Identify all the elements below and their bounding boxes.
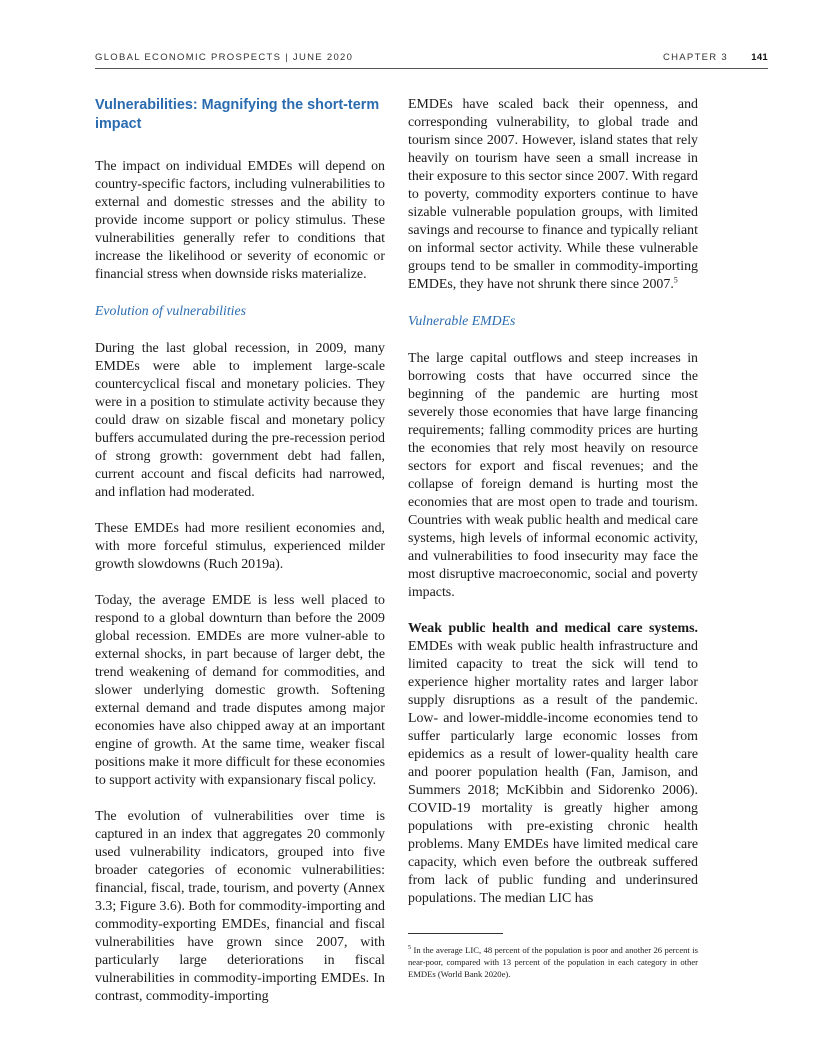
footnote-text: In the average LIC, 48 percent of the population is poor and another 26 percent is near-poor, compared with 13 percent of the population in each category in other EMDEs (World Bank 2020e). bbox=[408, 945, 698, 979]
paragraph-resilient: These EMDEs had more resilient economies and, with more forceful stimulus, experienced milder growth slowdowns (Ruch 2019a). bbox=[95, 521, 385, 572]
subheading-evolution: Evolution of vulnerabilities bbox=[95, 303, 246, 318]
publication-title: GLOBAL ECONOMIC PROSPECTS | JUNE 2020 bbox=[95, 52, 354, 63]
chapter-label: CHAPTER 3 bbox=[662, 52, 728, 63]
run-in-heading: Weak public health and medical care systems. bbox=[408, 621, 698, 636]
paragraph-capital-outflows: The large capital outflows and steep increases in borrowing costs that have occurred since the beginning of the pandemic are hurting most severely those economies that have large financing requirements; falling commodity prices are hurting the economies that rely most heavily on resource sectors for export and fiscal revenues; and the collapse of foreign demand is hurting most the economies that are most open to trade and tourism. Countries with weak public health and medical care systems, high levels of informal economic activity, and vulnerabilities to food insecurity may face the most disruptive macroeconomic, social and poverty impacts. bbox=[408, 351, 698, 600]
paragraph-health-text: EMDEs with weak public health infrastructure and limited capacity to treat the sick will tend to experience higher mortality rates and larger labor supply disruptions as a result of the pandemic. Low- and lower-middle-income economies tend to suffer particularly large economic losses from epidemics as a result of lower-quality health care and poorer population health (Fan, Jamison, and Summers 2018; McKibbin and Sidorenko 2006). COVID-19 mortality is greatly higher among populations with pre-existing chronic health problems. Many EMDEs have limited medical care capacity, which even before the outbreak suffered from lack of public funding and underinsured populations. The median LIC has bbox=[408, 639, 698, 906]
footnote-ref[interactable]: 5 bbox=[673, 275, 678, 285]
paragraph-openness-text: EMDEs have scaled back their openness, and corresponding vulnerability, to global trade and tourism since 2007. However, island states that rely heavily on tourism have seen a small increase in their exposure to this sector since 2007. With regard to poverty, commodity exporters continue to have sizable vulnerable population groups, with limited savings and recourse to finance and typically reliant on informal sector activity. While these vulnerable groups tend to be smaller in commodity-importing EMDEs, they have not shrunk there since 2007. bbox=[408, 97, 698, 292]
paragraph-intro: The impact on individual EMDEs will depend on country-specific factors, including vulnerabilities to external and domestic stresses and the ability to provide income support or policy stimulus. These vulnerabilities generally refer to conditions that increase the likelihood or severity of economic or financial stress when downside risks materialize. bbox=[95, 159, 385, 282]
subheading-vulnerable-emdes: Vulnerable EMDEs bbox=[408, 313, 516, 328]
left-column bbox=[95, 96, 385, 1024]
footnote-rule bbox=[408, 933, 503, 934]
paragraph-2009-recession: During the last global recession, in 2009, many EMDEs were able to implement large-scale countercyclical fiscal and monetary policies. They were in a position to stimulate activity because they could draw on sizable fiscal and monetary policy buffers accumulated during the pre-recession period of strong growth: government debt had fallen, current account and fiscal deficits had narrowed, and inflation had moderated. bbox=[95, 341, 385, 500]
header-rule bbox=[95, 68, 768, 69]
running-header bbox=[95, 52, 768, 68]
right-column bbox=[408, 96, 698, 926]
footnote-marker: 5 bbox=[408, 945, 411, 952]
paragraph-openness bbox=[408, 96, 698, 294]
paragraph-index: The evolution of vulnerabilities over time is captured in an index that aggregates 20 commonly used vulnerability indicators, grouped into five broader categories of economic vulnerabilities: financial, fiscal, trade, tourism, and poverty (Annex 3.3; Figure 3.6). Both for commodity-importing and commodity-exporting EMDEs, financial and fiscal vulnerabilities have grown since 2007, with particularly large deteriorations in fiscal vulnerabilities in commodity-importing EMDEs. In contrast, commodity-importing bbox=[95, 809, 385, 1004]
section-title: Vulnerabilities: Magnifying the short-term impact bbox=[95, 97, 380, 132]
paragraph-health-systems bbox=[408, 620, 698, 908]
footnote bbox=[408, 944, 698, 980]
paragraph-today: Today, the average EMDE is less well placed to respond to a global downturn than before the 2009 global recession. EMDEs are more vulner-able to external shocks, in part because of larger debt, the trend weakening of demand for commodities, and slower underlying domestic growth. Softening external demand and trade disputes among major economies have also chipped away at an important engine of growth. At the same time, weaker fiscal positions make it more difficult for these economies to support activity with expansionary fiscal policy. bbox=[95, 593, 385, 788]
page-number: 141 bbox=[751, 52, 768, 63]
